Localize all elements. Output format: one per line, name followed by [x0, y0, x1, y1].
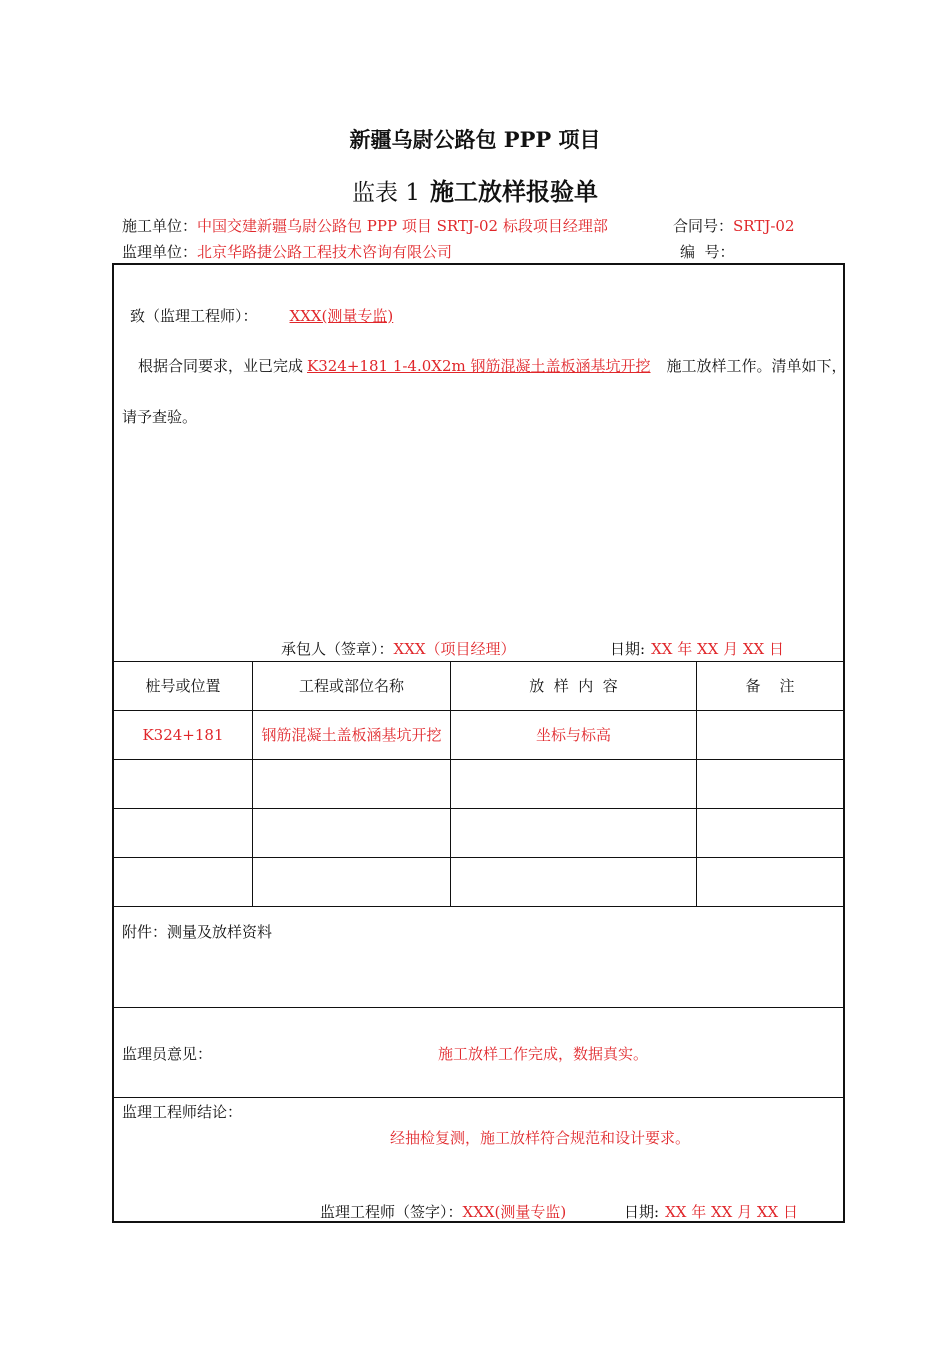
contractor-date-value: XX 年 XX 月 XX 日	[651, 640, 784, 658]
contract-number-label: 合同号：	[673, 217, 734, 235]
header-station: 桩号或位置	[145, 677, 221, 695]
addressee-value: XXX(测量专监)	[289, 307, 394, 325]
contractor-signature	[281, 638, 516, 659]
supervisor-label: 监理单位：	[122, 243, 198, 261]
engineer-signature-label: 监理工程师（签字）：	[320, 1203, 463, 1221]
contractor-date-label: 日期:	[610, 640, 646, 658]
contractor-value: 中国交建新疆乌尉公路包 PPP 项目 SRTJ-02 标段项目经理部	[197, 217, 608, 235]
request-body-line2: 请予查验。	[122, 408, 198, 426]
addressee-label: 致（监理工程师）：	[130, 307, 258, 325]
document-title: 新疆乌尉公路包 PPP 项目	[349, 127, 601, 152]
contract-number-value: SRTJ-02	[733, 217, 795, 235]
row3-station	[114, 809, 252, 857]
request-body-prefix: 根据合同要求，业已完成	[138, 357, 304, 375]
form-code: 监表 1	[352, 180, 420, 206]
contractor-signature-value: XXX（项目经理）	[393, 640, 516, 658]
request-body-line	[138, 355, 847, 376]
document-subtitle	[0, 172, 950, 207]
row1-part-name: 钢筋混凝土盖板涵基坑开挖	[261, 726, 442, 744]
request-work-item: K324+181 1-4.0X2m 钢筋混凝土盖板涵基坑开挖	[307, 357, 651, 375]
row4-station	[114, 858, 252, 906]
engineer-signature-value: XXX(测量专监)	[462, 1203, 567, 1221]
header-remarks: 备 注	[745, 677, 795, 695]
inspection-form	[112, 263, 845, 1223]
row1-station: K324+181	[142, 726, 224, 744]
engineer-date	[624, 1201, 798, 1222]
inspector-bottom-rule	[114, 1097, 843, 1098]
contractor-label: 施工单位：	[122, 217, 198, 235]
serial-number-label: 编 号：	[680, 243, 735, 261]
contract-number-line	[673, 215, 795, 236]
inspector-opinion-label: 监理员意见：	[122, 1045, 213, 1063]
engineer-signature	[320, 1201, 566, 1222]
form-name: 施工放样报验单	[429, 177, 598, 206]
header-layout-content: 放 样 内 容	[529, 677, 618, 695]
engineer-conclusion-text: 经抽检复测，施工放样符合规范和设计要求。	[390, 1129, 691, 1147]
engineer-conclusion-label: 监理工程师结论：	[122, 1103, 243, 1121]
attachment-bottom-rule	[114, 1007, 843, 1008]
request-body-suffix: 施工放样工作。清单如下，	[666, 357, 847, 375]
engineer-date-label: 日期:	[624, 1203, 660, 1221]
supervisor-value: 北京华路捷公路工程技术咨询有限公司	[197, 243, 453, 261]
contractor-date	[610, 638, 784, 659]
inspector-opinion-text: 施工放样工作完成，数据真实。	[438, 1045, 649, 1063]
engineer-date-value: XX 年 XX 月 XX 日	[665, 1203, 798, 1221]
row2-station	[114, 760, 252, 808]
contractor-line	[122, 215, 608, 236]
row1-remarks	[697, 711, 843, 759]
addressee-line	[130, 305, 411, 326]
table-bottom-rule	[114, 906, 843, 907]
row1-layout-content: 坐标与标高	[535, 726, 611, 744]
header-part-name: 工程或部位名称	[298, 677, 404, 695]
attachment-label: 附件：测量及放样资料	[122, 923, 273, 941]
contractor-signature-label: 承包人（签章）：	[281, 640, 394, 658]
supervisor-line	[122, 241, 452, 262]
